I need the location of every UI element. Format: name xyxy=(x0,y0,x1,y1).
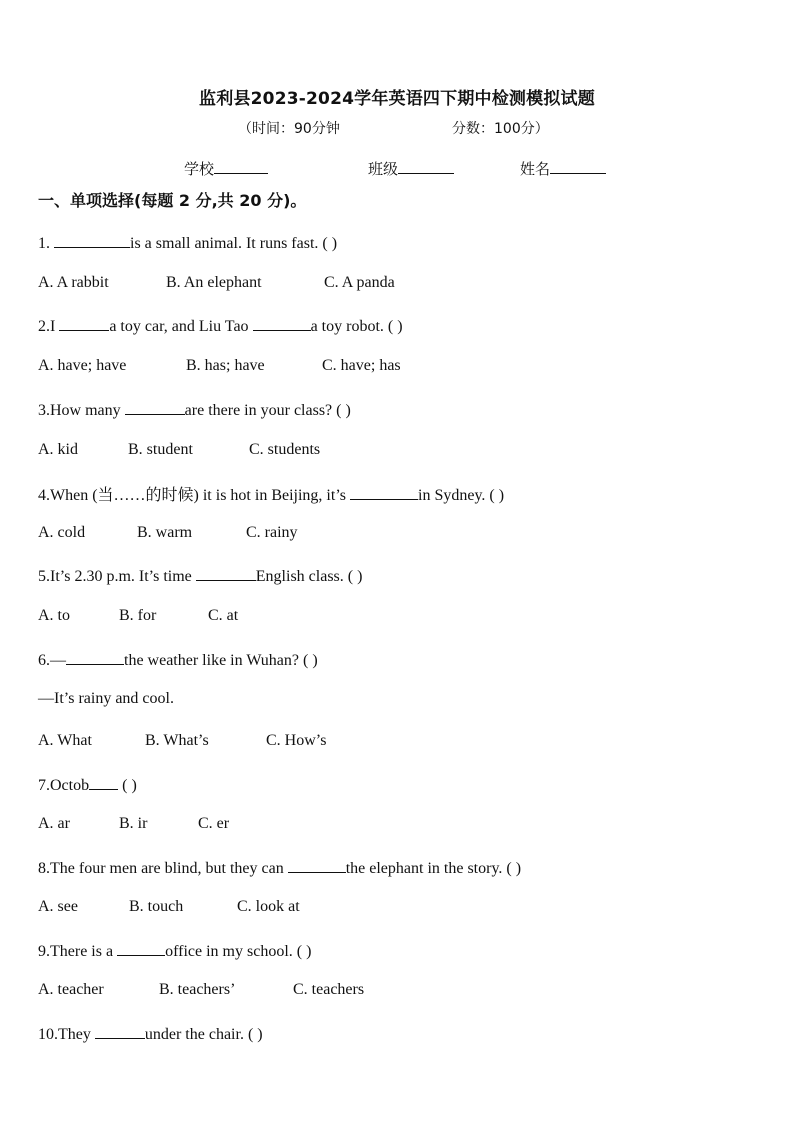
answer-blank xyxy=(66,649,124,665)
options-6 xyxy=(38,732,326,750)
name-blank xyxy=(550,159,606,174)
exam-score: 分数：100分） xyxy=(452,121,549,137)
exam-title: 监利县2023-2024学年英语四下期中检测模拟试题 xyxy=(199,89,595,109)
answer-line-6: —It’s rainy and cool. xyxy=(38,690,174,707)
school-label: 学校 xyxy=(184,160,215,178)
section-title: 一、单项选择(每题 2 分,共 20 分)。 xyxy=(38,191,307,210)
school-field xyxy=(184,158,268,179)
question-text: a toy car, and Liu Tao xyxy=(109,318,253,335)
question-text: the weather like in Wuhan? ( ) xyxy=(124,652,318,669)
question-5 xyxy=(38,565,362,586)
option-a: A. A rabbit xyxy=(38,274,109,291)
option-c: C. rainy xyxy=(246,524,298,541)
answer-blank xyxy=(117,940,165,956)
option-b: B. An elephant xyxy=(166,274,262,291)
option-b: B. touch xyxy=(129,898,184,915)
option-c: C. A panda xyxy=(324,274,395,291)
options-3 xyxy=(38,441,320,459)
answer-blank xyxy=(59,315,109,331)
options-9 xyxy=(38,981,364,999)
exam-time: （时间：90分钟 xyxy=(238,121,340,137)
question-text: office in my school. ( ) xyxy=(165,943,312,960)
question-text: under the chair. ( ) xyxy=(144,1026,263,1043)
option-a: A. have; have xyxy=(38,357,127,374)
question-text: the elephant in the story. ( ) xyxy=(345,860,522,877)
option-b: B. warm xyxy=(137,524,193,541)
name-field xyxy=(520,158,606,179)
option-c: C. How’s xyxy=(266,732,327,749)
option-b: B. What’s xyxy=(145,732,209,749)
question-text: English class. ( ) xyxy=(255,568,363,585)
question-8 xyxy=(38,857,521,878)
option-c: C. teachers xyxy=(293,981,365,998)
option-b: B. has; have xyxy=(186,357,265,374)
question-1 xyxy=(38,232,337,253)
question-2 xyxy=(38,315,403,336)
question-text: a toy robot. ( ) xyxy=(310,318,403,335)
name-label: 姓名 xyxy=(520,160,551,178)
option-b: B. student xyxy=(128,441,193,458)
options-5 xyxy=(38,607,238,625)
options-1 xyxy=(38,274,395,292)
question-text: ( ) xyxy=(118,777,137,794)
option-c: C. at xyxy=(208,607,239,624)
question-text: 1. xyxy=(38,235,54,252)
school-blank xyxy=(214,159,268,174)
answer-blank xyxy=(54,232,130,248)
class-label: 班级 xyxy=(368,160,399,178)
option-c: C. er xyxy=(198,815,230,832)
answer-blank xyxy=(350,484,418,500)
options-7 xyxy=(38,815,229,833)
question-7 xyxy=(38,774,137,795)
question-6 xyxy=(38,649,318,670)
question-9 xyxy=(38,940,311,961)
class-field xyxy=(368,158,454,179)
options-8 xyxy=(38,898,300,916)
option-a: A. What xyxy=(38,732,92,749)
question-text: are there in your class? ( ) xyxy=(184,402,351,419)
question-text: in Sydney. ( ) xyxy=(418,487,505,504)
option-c: C. look at xyxy=(237,898,300,915)
option-a: A. see xyxy=(38,898,78,915)
option-b: B. teachers’ xyxy=(159,981,236,998)
question-text: 8.The four men are blind, but they can xyxy=(38,860,288,877)
answer-blank xyxy=(253,315,311,331)
question-text: 5.It’s 2.30 p.m. It’s time xyxy=(38,568,196,585)
question-text: 6.— xyxy=(38,652,66,669)
option-b: B. for xyxy=(119,607,157,624)
option-a: A. teacher xyxy=(38,981,104,998)
question-text: 2.I xyxy=(38,318,60,335)
question-text: 4.When (当……的时候) it is hot in Beijing, it’s xyxy=(38,487,350,504)
option-a: A. to xyxy=(38,607,70,624)
answer-blank xyxy=(125,399,185,415)
question-3 xyxy=(38,399,351,420)
option-a: A. kid xyxy=(38,441,78,458)
question-text: 10.They xyxy=(38,1026,95,1043)
question-4 xyxy=(38,482,504,505)
question-10 xyxy=(38,1023,263,1044)
question-text: 9.There is a xyxy=(38,943,118,960)
answer-blank xyxy=(89,774,118,790)
option-a: A. ar xyxy=(38,815,70,832)
question-text: is a small animal. It runs fast. ( ) xyxy=(130,235,338,252)
answer-blank xyxy=(288,857,346,873)
question-text: 7.Octob xyxy=(38,777,90,794)
answer-blank xyxy=(196,565,256,581)
question-text: 3.How many xyxy=(38,402,125,419)
option-c: C. students xyxy=(249,441,321,458)
answer-blank xyxy=(95,1023,145,1039)
option-b: B. ir xyxy=(119,815,148,832)
options-4 xyxy=(38,524,298,542)
class-blank xyxy=(398,159,454,174)
option-a: A. cold xyxy=(38,524,86,541)
options-2 xyxy=(38,357,401,375)
option-c: C. have; has xyxy=(322,357,401,374)
